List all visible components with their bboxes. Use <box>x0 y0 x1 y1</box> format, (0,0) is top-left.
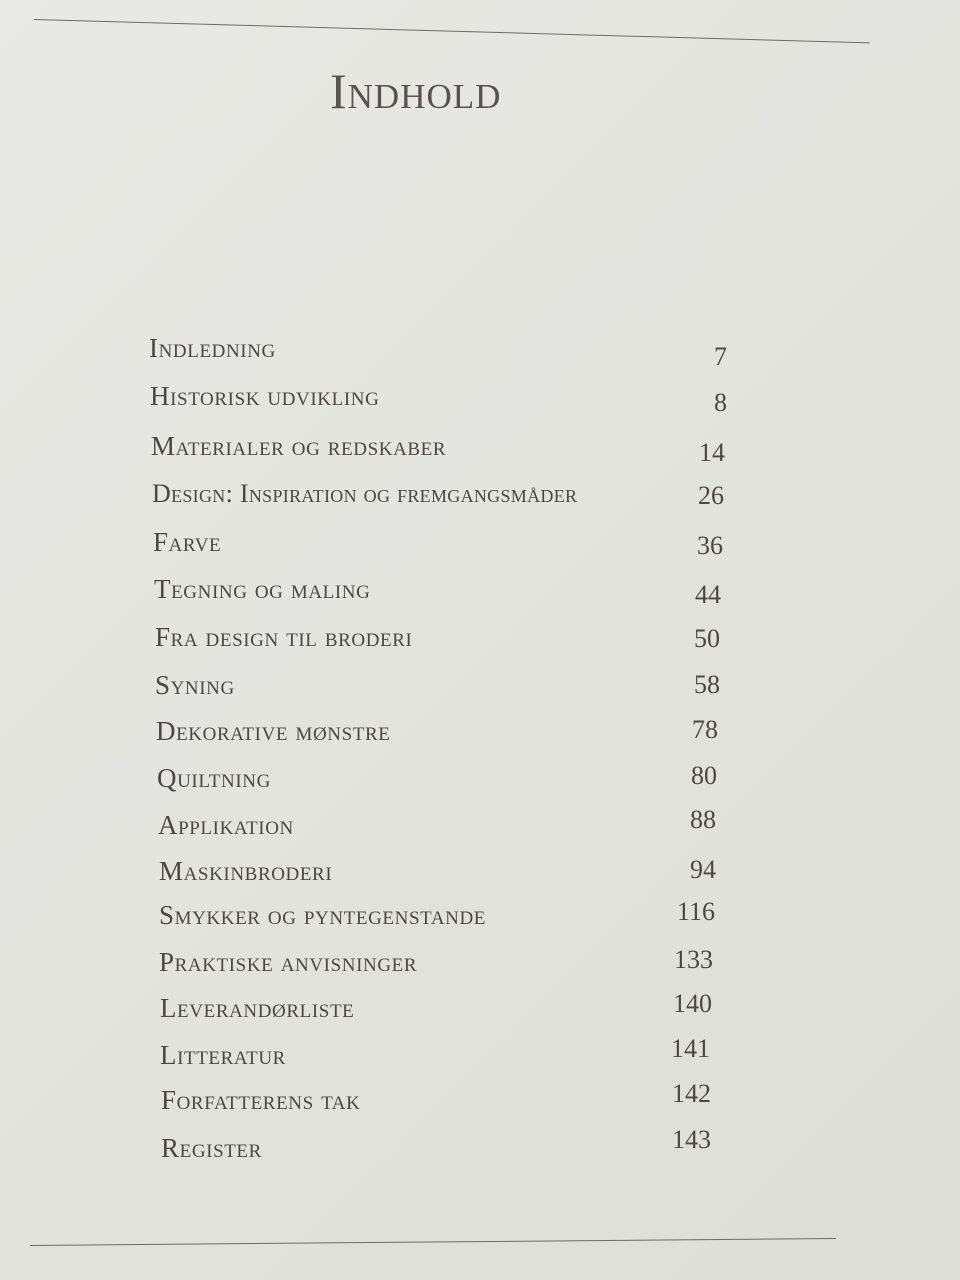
toc-entry-page: 94 <box>690 855 716 884</box>
toc-entry-page: 88 <box>690 805 716 834</box>
toc-entry-page: 50 <box>694 624 720 653</box>
toc-entry-page: 58 <box>694 670 720 699</box>
toc-entry-label: Smykker og pyntegenstande <box>159 900 486 930</box>
toc-entry-page: 143 <box>672 1125 711 1154</box>
toc-entry-label: Historisk udvikling <box>150 381 380 411</box>
toc-entry-label: Maskinbroderi <box>159 856 333 886</box>
toc-entry-label: Design: Inspiration og fremgangsmåder <box>152 479 578 508</box>
page-title: Indhold <box>330 63 502 119</box>
toc-entry-page: 133 <box>674 945 713 974</box>
toc-entry-page: 80 <box>691 761 717 790</box>
toc-entry-label: Fra design til broderi <box>155 622 413 652</box>
toc-entry-label: Materialer og redskaber <box>151 431 447 461</box>
toc-entry-label: Farve <box>153 527 222 557</box>
toc-entry-page: 116 <box>676 897 715 926</box>
toc-entry-page: 78 <box>692 715 718 744</box>
toc-entry-label: Praktiske anvisninger <box>159 947 418 977</box>
toc-entry-label: Litteratur <box>160 1040 286 1070</box>
toc-entry-label: Tegning og maling <box>154 574 371 604</box>
toc-entry-label: Quiltning <box>157 763 271 793</box>
toc-entry-page: 142 <box>672 1079 711 1108</box>
toc-entry-page: 14 <box>699 438 725 467</box>
toc-entry-label: Forfatterens tak <box>161 1085 361 1115</box>
toc-entry-page: 8 <box>714 388 727 417</box>
toc-entry-page: 26 <box>698 481 724 510</box>
toc-entry-label: Syning <box>155 670 235 700</box>
toc-entry-page: 141 <box>671 1034 710 1063</box>
toc-entry-label: Applikation <box>158 810 294 840</box>
toc-entry-page: 44 <box>695 580 721 609</box>
toc-entry-label: Indledning <box>149 333 276 363</box>
toc-entry-label: Register <box>161 1133 262 1163</box>
toc-entry-label: Leverandørliste <box>160 993 355 1023</box>
toc-entry-label: Dekorative mønstre <box>156 716 391 746</box>
toc-entry-page: 36 <box>697 531 723 560</box>
toc-entry-page: 7 <box>714 342 727 371</box>
toc-entry-page: 140 <box>673 989 712 1018</box>
